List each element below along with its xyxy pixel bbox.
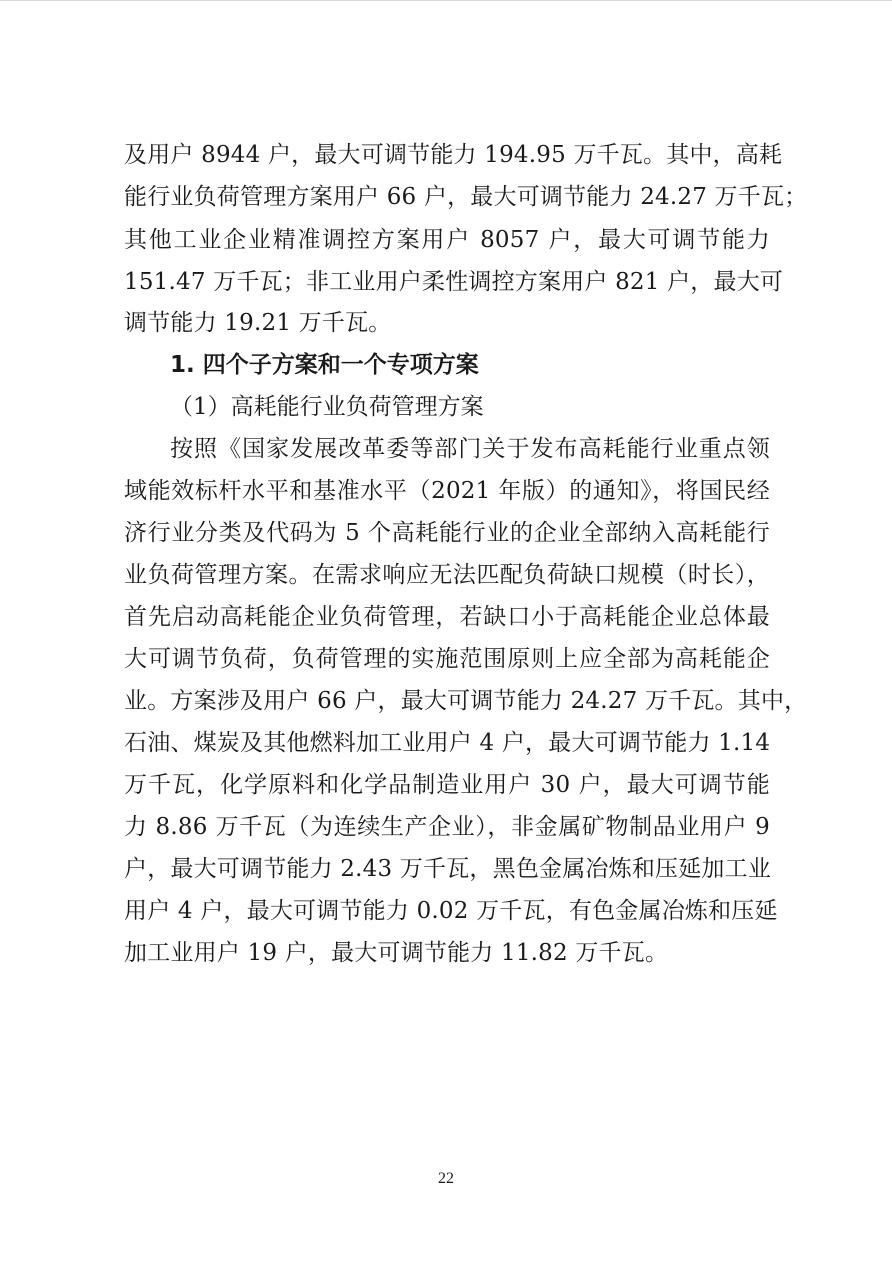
paragraph-line: 按照《国家发展改革委等部门关于发布高耗能行业重点领	[170, 436, 770, 462]
paragraph-line: 济行业分类及代码为 5 个高耗能行业的企业全部纳入高耗能行	[124, 520, 770, 546]
paragraph-line: 及用户 8944 户，最大可调节能力 194.95 万千瓦。其中，高耗	[124, 142, 783, 168]
paragraph-line: 业。方案涉及用户 66 户，最大可调节能力 24.27 万千瓦。其中，	[124, 688, 808, 714]
page-number: 22	[438, 1170, 454, 1187]
paragraph-line: 域能效标杆水平和基准水平（2021 年版）的通知》，将国民经	[124, 478, 770, 504]
paragraph-line: 能行业负荷管理方案用户 66 户，最大可调节能力 24.27 万千瓦；	[124, 184, 808, 210]
paragraph-line: 石油、煤炭及其他燃料加工业用户 4 户，最大可调节能力 1.14	[124, 730, 771, 756]
paragraph-line: 首先启动高耗能企业负荷管理，若缺口小于高耗能企业总体最	[124, 604, 770, 630]
section-heading: 1. 四个子方案和一个专项方案	[170, 352, 479, 378]
paragraph-line: 用户 4 户，最大可调节能力 0.02 万千瓦，有色金属冶炼和压延	[124, 898, 778, 924]
paragraph-line: 其他工业企业精准调控方案用户 8057 户，最大可调节能力	[124, 227, 770, 253]
subsection-heading: （1）高耗能行业负荷管理方案	[170, 394, 484, 420]
paragraph-line: 调节能力 19.21 万千瓦。	[124, 310, 392, 336]
paragraph-line: 业负荷管理方案。在需求响应无法匹配负荷缺口规模（时长），	[124, 562, 770, 588]
paragraph-line: 户，最大可调节能力 2.43 万千瓦，黑色金属冶炼和压延加工业	[124, 856, 772, 882]
paragraph-line: 151.47 万千瓦；非工业用户柔性调控方案用户 821 户，最大可	[124, 269, 784, 295]
paragraph-line: 大可调节负荷，负荷管理的实施范围原则上应全部为高耗能企	[124, 646, 770, 672]
paragraph-line: 加工业用户 19 户，最大可调节能力 11.82 万千瓦。	[124, 940, 669, 966]
paragraph-line: 力 8.86 万千瓦（为连续生产企业），非金属矿物制品业用户 9	[124, 814, 770, 840]
paragraph-line: 万千瓦，化学原料和化学品制造业用户 30 户，最大可调节能	[124, 772, 770, 798]
